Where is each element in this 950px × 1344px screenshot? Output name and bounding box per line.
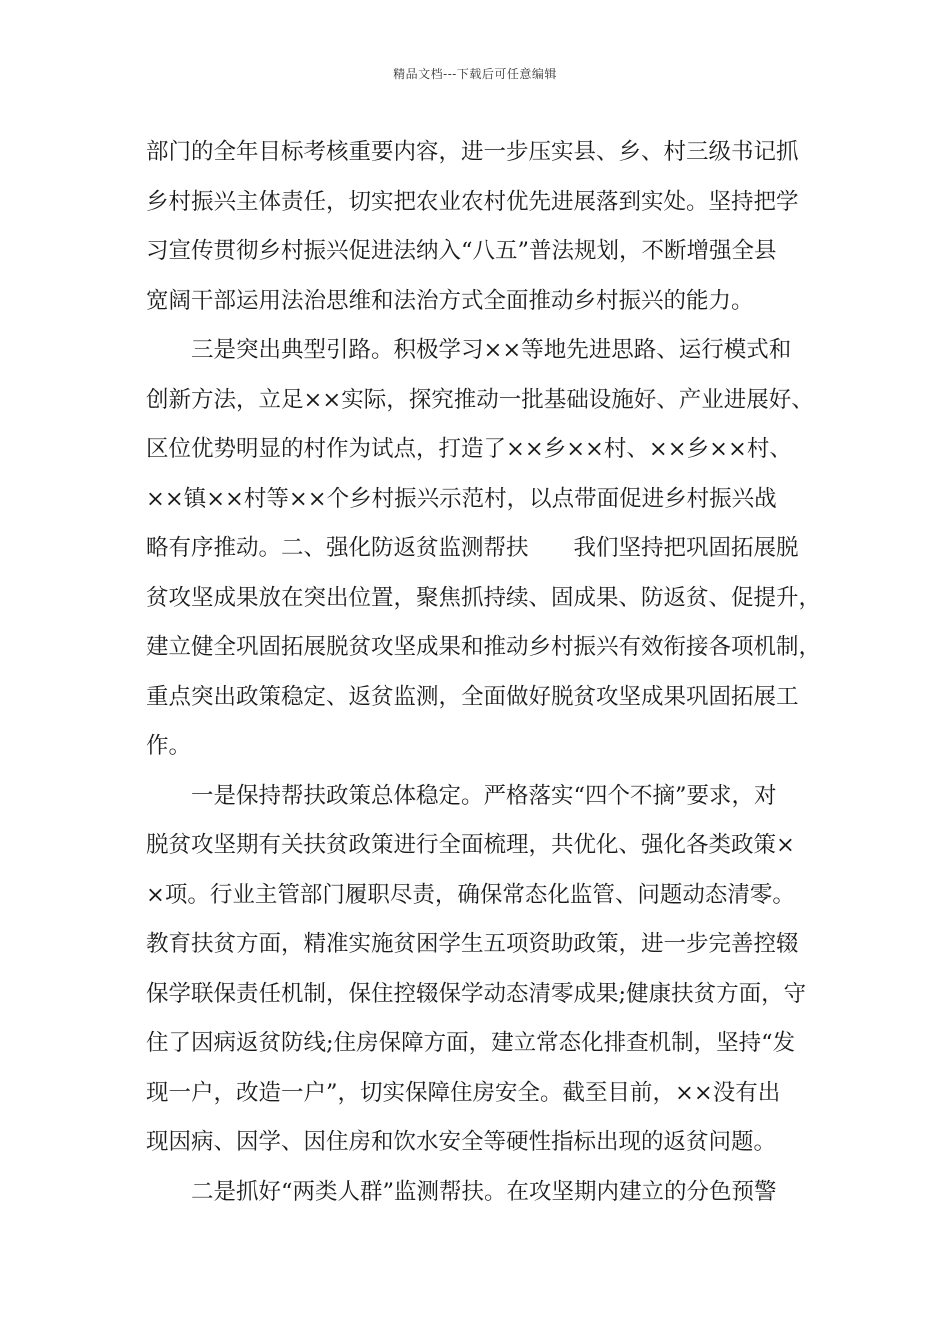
text-line: 乡村振兴主体责任，切实把农业农村优先进展落到实处。坚持把学 xyxy=(146,188,799,215)
paragraph-start-line: 二是抓好“两类人群”监测帮扶。在攻坚期内建立的分色预警 xyxy=(191,1178,777,1205)
text-line: 习宣传贯彻乡村振兴促进法纳入“八五”普法规划，不断增强全县 xyxy=(146,238,777,264)
text-line: 现一户，改造一户”，切实保障住房安全。截至目前，××没有出 xyxy=(146,1079,781,1106)
page-header: 精品文档---下载后可任意编辑 xyxy=(393,67,557,81)
text-line: 略有序推动。二、强化防返贫监测帮扶 我们坚持把巩固拓展脱 xyxy=(146,535,799,561)
body-text xyxy=(146,128,822,1217)
text-line: 脱贫攻坚期有关扶贫政策进行全面梳理，共优化、强化各类政策× xyxy=(146,832,795,858)
text-line: 建立健全巩固拓展脱贫攻坚成果和推动乡村振兴有效衔接各项机制， xyxy=(146,634,822,660)
text-line: 住了因病返贫防线;住房保障方面，建立常态化排查机制，坚持“发 xyxy=(146,1030,796,1056)
paragraph-start-line: 一是保持帮扶政策总体稳定。严格落实“四个不摘”要求，对 xyxy=(191,782,777,809)
text-line: 教育扶贫方面，精准实施贫困学生五项资助政策，进一步完善控辍 xyxy=(146,931,799,957)
paragraph-start-line: 三是突出典型引路。积极学习××等地先进思路、运行模式和 xyxy=(191,337,792,363)
text-line: 区位优势明显的村作为试点，打造了××乡××村、××乡××村、 xyxy=(146,436,792,462)
text-line: 作。 xyxy=(146,733,192,759)
text-line: ××镇××村等××个乡村振兴示范村，以点带面促进乡村振兴战 xyxy=(146,485,777,512)
text-line: 重点突出政策稳定、返贫监测，全面做好脱贫攻坚成果巩固拓展工 xyxy=(146,683,799,710)
text-line: 现因病、因学、因住房和饮水安全等硬性指标出现的返贫问题。 xyxy=(146,1129,777,1155)
text-line: 创新方法，立足××实际，探究推动一批基础设施好、产业进展好、 xyxy=(146,386,814,413)
text-line: ×项。行业主管部门履职尽责，确保常态化监管、问题动态清零。 xyxy=(146,881,795,908)
text-line: 部门的全年目标考核重要内容，进一步压实县、乡、村三级书记抓 xyxy=(146,139,799,165)
text-line: 贫攻坚成果放在突出位置，聚焦抓持续、固成果、防返贫、促提升， xyxy=(146,584,822,611)
text-line: 保学联保责任机制，保住控辍保学动态清零成果;健康扶贫方面，守 xyxy=(146,980,807,1007)
text-line: 宽阔干部运用法治思维和法治方式全面推动乡村振兴的能力。 xyxy=(146,287,754,314)
